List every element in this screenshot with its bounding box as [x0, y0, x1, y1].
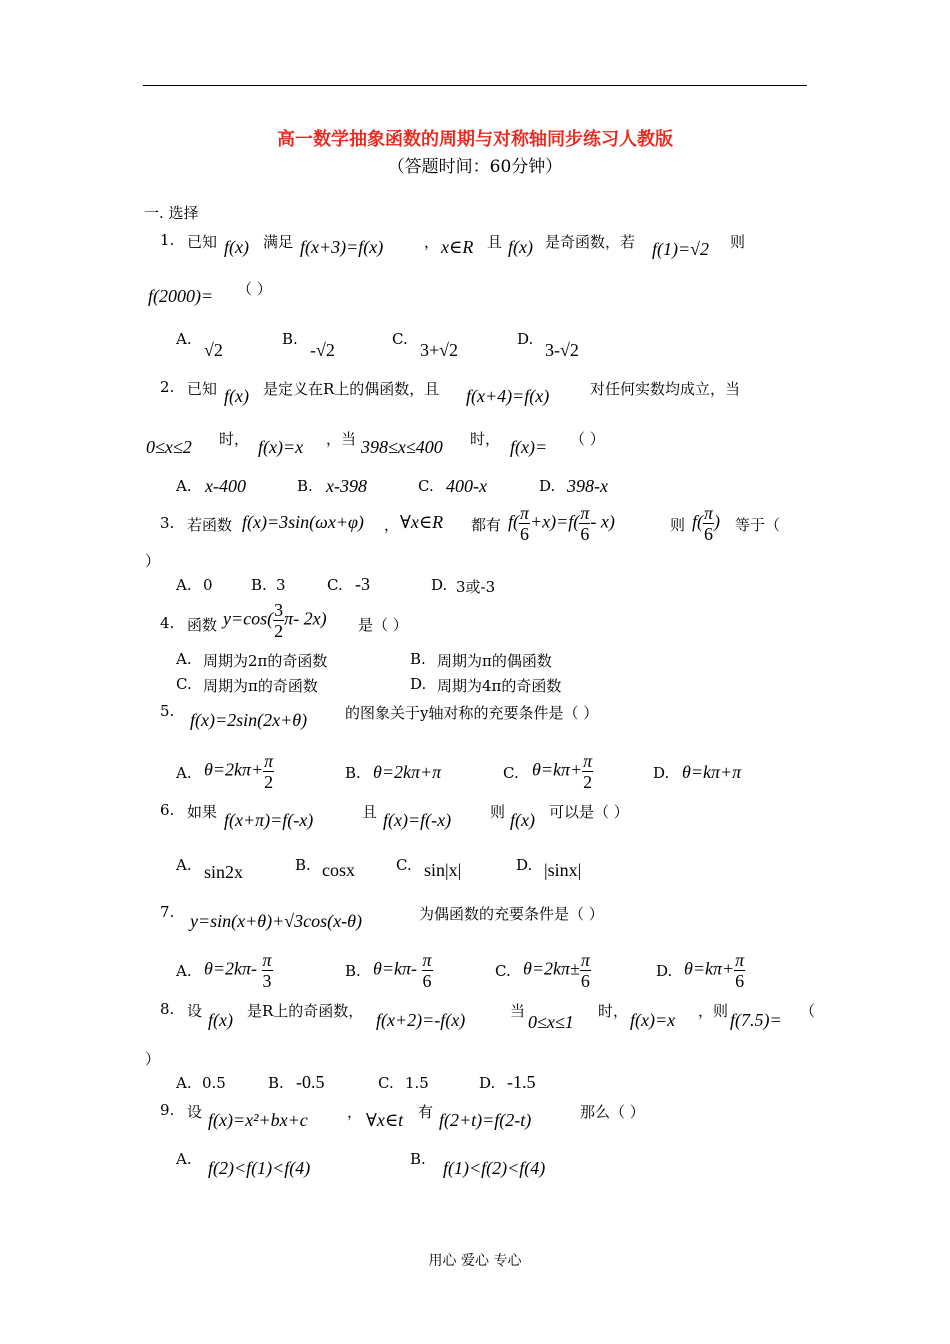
option-d-label: D. [431, 576, 448, 594]
option-b-value-fraction: θ=kπ- $\frac{\pi}{6}$ [373, 950, 432, 991]
stem-text: 已知 [187, 233, 218, 251]
option-b-label: B. [251, 576, 267, 594]
question-number: 9. [160, 1101, 175, 1119]
question-number: 6. [160, 801, 175, 819]
option-a-value: sin2x [204, 862, 244, 882]
option-c-value: 周期为π的奇函数 [203, 677, 318, 695]
stem-text: 那么（ ） [580, 1103, 645, 1121]
option-c-label: C. [495, 962, 511, 980]
option-a-label: A. [176, 650, 192, 668]
answer-blank: （ ） [570, 430, 605, 448]
option-a-label: A. [176, 330, 192, 348]
option-b-label: B. [410, 650, 426, 668]
option-c-value: 400-x [446, 476, 487, 496]
option-b-value: 3 [276, 576, 286, 594]
stem-text: 时， [598, 1002, 629, 1020]
stem-text: 都有 [471, 516, 502, 534]
stem-math: f(x+π)=f(-x) [224, 810, 314, 830]
stem-math: ∀x∈R [400, 512, 444, 532]
stem-math: y=sin(x+θ)+√3cos(x-θ) [190, 911, 362, 931]
option-c-value-fraction: θ=kπ+ $\frac{\pi}{2}$ [532, 751, 593, 792]
stem-math: f(x)=f(-x) [383, 810, 452, 830]
option-b-label: B. [282, 330, 298, 348]
answer-blank: ） [145, 552, 161, 570]
stem-text: 是R上的奇函数， [247, 1002, 364, 1020]
option-a-value: √2 [204, 340, 223, 360]
stem-text: 已知 [187, 380, 218, 398]
stem-math: f(x) [208, 1010, 233, 1030]
option-b-value: -0.5 [296, 1072, 325, 1092]
option-b-value: x-398 [326, 476, 367, 496]
stem-text: 如果 [187, 803, 218, 821]
stem-text: 且 [487, 233, 503, 251]
question-number: 5. [160, 702, 175, 720]
page-subtitle: （答题时间：60分钟） [387, 157, 563, 177]
question-number: 2. [160, 378, 175, 396]
option-d-label: D. [517, 330, 534, 348]
stem-text: 是奇函数，若 [545, 233, 636, 251]
option-a-label: A. [176, 477, 192, 495]
option-c-label: C. [503, 764, 519, 782]
stem-text: 当 [510, 1002, 526, 1020]
answer-blank-open: （ [800, 1002, 816, 1020]
stem-text: 等于（ [735, 516, 781, 534]
stem-math: f(x)=x²+bx+c [208, 1110, 308, 1130]
option-d-value: |sinx| [544, 860, 582, 880]
stem-text: 设 [187, 1103, 203, 1121]
option-a-label: A. [176, 576, 192, 594]
answer-blank-close: ） [145, 1050, 161, 1068]
question-number: 3. [160, 514, 175, 532]
option-b-value: 周期为π的偶函数 [437, 652, 552, 670]
stem-math-fraction: f( $\frac{\pi}{6}$ ) [692, 503, 721, 544]
option-d-label: D. [410, 675, 427, 693]
stem-math: f(7.5)= [730, 1010, 782, 1030]
stem-text: 若函数 [187, 516, 233, 534]
option-a-label: A. [176, 856, 192, 874]
option-d-value: 3或-3 [456, 578, 496, 596]
option-a-label: A. [176, 1074, 192, 1092]
option-b-label: B. [410, 1150, 426, 1168]
option-a-value: 0 [203, 576, 213, 594]
option-b-label: B. [268, 1074, 284, 1092]
stem-text: ，则 [698, 1002, 729, 1020]
option-b-value: f(1)<f(2)<f(4) [443, 1158, 546, 1178]
option-d-value: 398-x [567, 476, 608, 496]
stem-math: f(2000)= [148, 286, 214, 306]
stem-text: 是（ ） [358, 616, 408, 634]
stem-math: f(x+4)=f(x) [466, 386, 550, 406]
page-footer: 用心 爱心 专心 [428, 1253, 522, 1269]
option-d-label: D. [653, 764, 670, 782]
stem-math-fraction: y=cos( $\frac{3}{2}$ π- 2x) [223, 600, 327, 641]
option-a-value-fraction: θ=2kπ+ $\frac{\pi}{2}$ [204, 751, 274, 792]
stem-math: f(x) [224, 237, 249, 257]
stem-text: 有 [418, 1103, 434, 1121]
stem-text: 则 [490, 803, 506, 821]
option-c-value: -3 [355, 574, 370, 594]
stem-text: 函数 [187, 616, 218, 634]
option-b-label: B. [295, 856, 311, 874]
answer-blank: （ ） [237, 280, 272, 298]
option-c-label: C. [418, 477, 434, 495]
option-d-value: 3-√2 [545, 340, 579, 360]
stem-text: 是定义在R上的偶函数，且 [263, 380, 440, 398]
stem-text: 则 [670, 516, 686, 534]
option-d-label: D. [479, 1074, 496, 1092]
stem-math: f(x)=x [630, 1010, 676, 1030]
stem-math: f(x) [224, 386, 249, 406]
option-b-label: B. [345, 962, 361, 980]
page-title: 高一数学抽象函数的周期与对称轴同步练习人教版 [277, 129, 673, 150]
option-c-label: C. [392, 330, 408, 348]
stem-math: f(x+3)=f(x) [300, 237, 384, 257]
stem-text: 时， [219, 430, 250, 448]
stem-text: ， [424, 233, 440, 251]
option-c-label: C. [396, 856, 412, 874]
stem-text: 对任何实数均成立，当 [590, 380, 741, 398]
stem-math: 398≤x≤400 [361, 437, 443, 457]
stem-math: ∀x∈t [366, 1110, 404, 1130]
option-a-value: f(2)<f(1)<f(4) [208, 1158, 311, 1178]
option-a-value: 0.5 [202, 1074, 226, 1092]
stem-math: f(1)=√2 [652, 239, 710, 259]
option-a-value: 周期为2π的奇函数 [203, 652, 328, 670]
stem-math-fraction: f( $\frac{\pi}{6}$ +x)=f( $\frac{\pi}{6}$ - x) [508, 503, 615, 544]
header-rule [143, 85, 807, 86]
option-d-value-fraction: θ=kπ+ $\frac{\pi}{6}$ [684, 950, 745, 991]
option-d-value: θ=kπ+π [682, 762, 742, 782]
option-d-label: D. [656, 962, 673, 980]
option-b-value: cosx [322, 860, 355, 880]
option-b-label: B. [297, 477, 313, 495]
stem-text: 的图象关于y轴对称的充要条件是（ ） [345, 704, 599, 722]
option-a-value-fraction: θ=2kπ- $\frac{\pi}{3}$ [204, 950, 272, 991]
option-c-label: C. [378, 1074, 394, 1092]
option-b-value: θ=2kπ+π [373, 762, 442, 782]
option-c-value: 1.5 [405, 1074, 429, 1092]
stem-text: 设 [187, 1002, 203, 1020]
stem-math: 0≤x≤1 [528, 1012, 574, 1032]
option-c-value: 3+√2 [420, 340, 459, 360]
stem-text: 可以是（ ） [549, 803, 629, 821]
option-b-label: B. [345, 764, 361, 782]
stem-math: 0≤x≤2 [146, 437, 192, 457]
stem-text: 则 [730, 233, 746, 251]
stem-text: ， [347, 1103, 363, 1121]
stem-text: ，当 [326, 430, 357, 448]
option-c-label: C. [176, 675, 192, 693]
option-a-label: A. [176, 962, 192, 980]
option-c-label: C. [327, 576, 343, 594]
option-b-value: -√2 [310, 340, 335, 360]
stem-text: ， [384, 516, 400, 534]
option-d-value: 周期为4π的奇函数 [437, 677, 562, 695]
stem-math: f(x)= [510, 437, 548, 457]
option-a-label: A. [176, 1150, 192, 1168]
stem-math: f(x)=x [258, 437, 304, 457]
stem-math: x∈R [441, 237, 474, 257]
stem-text: 满足 [263, 233, 294, 251]
stem-math: f(x)=3sin(ωx+φ) [242, 512, 364, 532]
question-number: 1. [160, 231, 175, 249]
option-d-label: D. [539, 477, 556, 495]
stem-text: 为偶函数的充要条件是（ ） [419, 905, 604, 923]
option-c-value-fraction: θ=2kπ± $\frac{\pi}{6}$ [523, 950, 590, 991]
stem-math: f(x)=2sin(2x+θ) [190, 710, 308, 730]
stem-math: f(x+2)=-f(x) [376, 1010, 466, 1030]
stem-text: 时， [470, 430, 501, 448]
stem-math: f(2+t)=f(2-t) [439, 1110, 532, 1130]
stem-math: f(x) [510, 810, 535, 830]
option-a-label: A. [176, 764, 192, 782]
option-c-value: sin|x| [424, 860, 462, 880]
question-number: 7. [160, 903, 175, 921]
option-d-label: D. [516, 856, 533, 874]
option-a-value: x-400 [205, 476, 246, 496]
stem-math: f(x) [508, 237, 533, 257]
question-number: 4. [160, 614, 175, 632]
stem-text: 且 [362, 803, 378, 821]
option-d-value: -1.5 [507, 1072, 536, 1092]
question-number: 8. [160, 1000, 175, 1018]
section-heading: 一. 选择 [144, 204, 199, 222]
